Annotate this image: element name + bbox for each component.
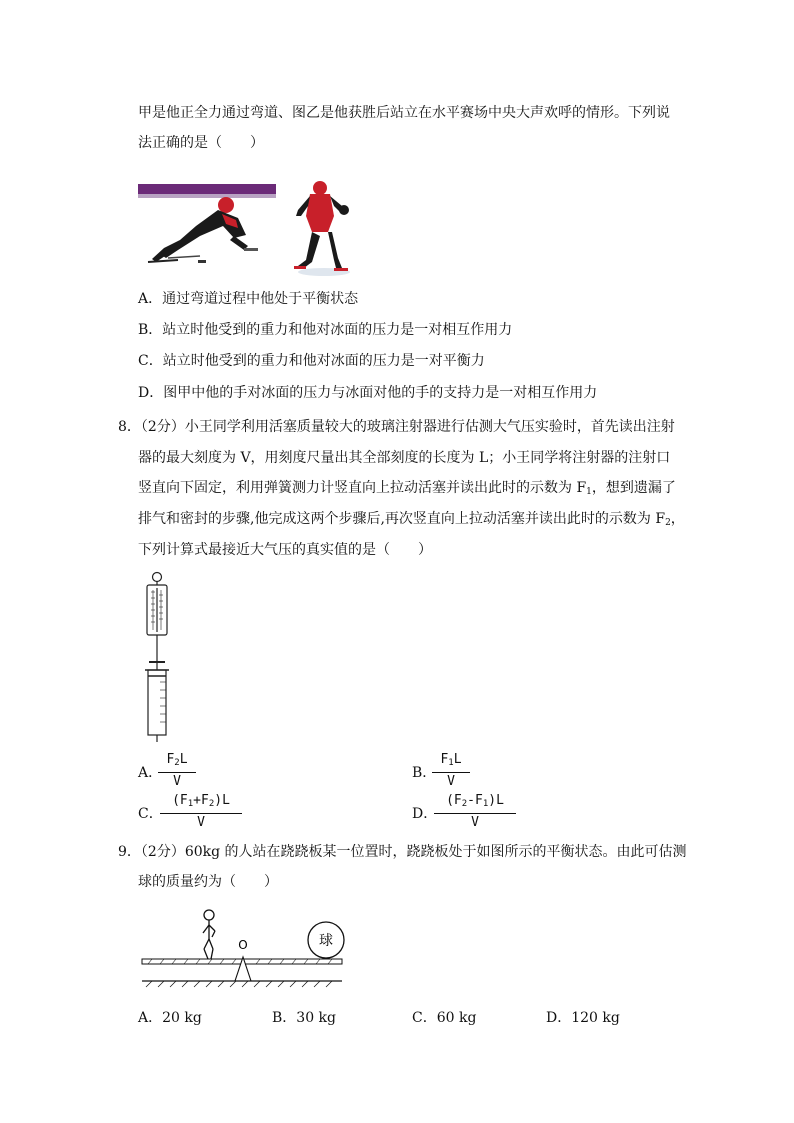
q7-intro-line2: 法正确的是（ ） <box>138 135 264 151</box>
pivot-label: O <box>238 938 248 952</box>
q8-option-a-label: A． <box>138 765 163 781</box>
q8-option-b-denominator: V <box>447 774 455 789</box>
q8-option-b-label: B． <box>412 765 437 781</box>
q8-line1: 8．（2分）小王同学利用活塞质量较大的玻璃注射器进行估测大气压实验时，首先读出注射 <box>118 419 675 435</box>
q8-line2: 器的最大刻度为 V，用刻度尺量出其全部刻度的长度为 L；小王同学将注射器的注射口 <box>138 450 671 466</box>
spring-scale-syringe-figure <box>138 570 178 745</box>
q8-option-d-denominator: V <box>471 815 479 830</box>
skater-turning-figure <box>148 197 258 263</box>
speed-skater-photos <box>138 180 363 280</box>
q7-option-b: B．站立时他受到的重力和他对冰面的压力是一对相互作用力 <box>138 322 513 338</box>
q8-option-a-numerator: $F_2L$ <box>158 751 196 773</box>
q8-option-d-numerator: $(F_2-F_1)L$ <box>434 792 516 814</box>
seesaw-figure <box>138 905 348 990</box>
q8-option-c-fraction <box>160 792 242 831</box>
q8-option-c-label: C． <box>138 806 163 822</box>
q9-option-b: B．30 kg <box>272 1010 336 1026</box>
q8-line4: 排气和密封的步骤,他完成这两个步骤后,再次竖直向上拉动活塞并读出此时的示数为 $F_2$， <box>138 511 685 528</box>
skater-standing-figure <box>294 181 350 276</box>
q8-line3: 竖直向下固定，利用弹簧测力计竖直向上拉动活塞并读出此时的示数为 $F_1$，想到遗漏了 <box>138 480 676 497</box>
q8-option-a-denominator: V <box>173 774 181 789</box>
q7-option-a: A．通过弯道过程中他处于平衡状态 <box>138 291 359 307</box>
q8-line5: 下列计算式最接近大气压的真实值的是（ ） <box>138 542 432 558</box>
q8-option-b-numerator: $F_1L$ <box>432 751 470 773</box>
q8-option-a-fraction <box>158 751 196 790</box>
ball-label: 球 <box>319 933 333 949</box>
q8-option-d-fraction <box>434 792 516 831</box>
q7-option-d: D．图甲中他的手对冰面的压力与冰面对他的手的支持力是一对相互作用力 <box>138 385 598 401</box>
q7-intro-line1: 甲是他正全力通过弯道、图乙是他获胜后站立在水平赛场中央大声欢呼的情形。下列说 <box>138 105 670 121</box>
q9-line1: 9．（2分）60kg 的人站在跷跷板某一位置时，跷跷板处于如图所示的平衡状态。由此可估测 <box>118 844 687 860</box>
q9-option-c: C．60 kg <box>412 1010 477 1026</box>
q8-option-c-denominator: V <box>197 815 205 830</box>
q9-option-d: D．120 kg <box>546 1010 620 1026</box>
q7-option-c: C．站立时他受到的重力和他对冰面的压力是一对平衡力 <box>138 353 485 369</box>
q8-option-b-fraction <box>432 751 470 790</box>
q9-line2: 球的质量约为（ ） <box>138 874 278 890</box>
person-figure <box>203 910 215 959</box>
q9-option-a: A．20 kg <box>138 1010 202 1026</box>
q8-option-c-numerator: $(F_1+F_2)L$ <box>160 792 242 814</box>
q8-option-d-label: D． <box>412 806 438 822</box>
